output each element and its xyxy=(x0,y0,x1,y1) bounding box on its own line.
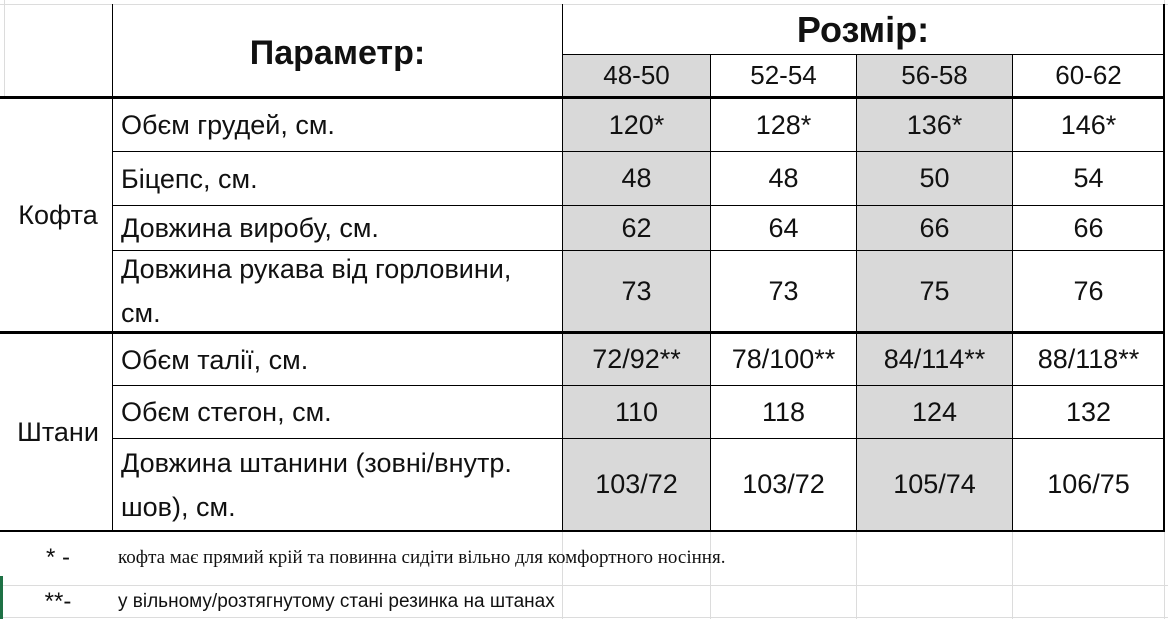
border-line xyxy=(112,205,1165,206)
footnote-marker: * - xyxy=(46,544,70,571)
border-line xyxy=(112,385,1165,386)
border-line xyxy=(112,4,113,532)
size-header: Розмір: xyxy=(796,9,930,50)
size-value: 78/100** xyxy=(731,344,836,374)
parameter-label: Довжина рукава від горловини, см. xyxy=(121,254,512,328)
border-line xyxy=(1012,54,1013,532)
size-value: 146* xyxy=(1060,109,1117,140)
size-value: 84/114** xyxy=(857,334,1012,385)
parameter-header: Параметр: xyxy=(249,33,426,72)
size-value: 106/75 xyxy=(1047,469,1130,499)
border-line xyxy=(562,4,563,532)
size-column-header: 52-54 xyxy=(750,60,817,90)
size-value: 103/72 xyxy=(563,439,710,530)
size-value: 88/118** xyxy=(1037,344,1140,374)
size-value: 75 xyxy=(857,251,1012,331)
cell-selection-indicator xyxy=(0,576,3,619)
size-value: 72/92** xyxy=(563,334,710,385)
gridline xyxy=(4,0,5,97)
size-value: 66 xyxy=(1073,212,1104,243)
border-line xyxy=(112,250,1165,251)
size-value: 76 xyxy=(1073,275,1104,306)
size-value: 54 xyxy=(1073,163,1104,193)
size-column-header: 56-58 xyxy=(857,55,1012,96)
size-value: 120* xyxy=(563,99,710,151)
border-line xyxy=(856,54,857,532)
size-value: 64 xyxy=(768,212,799,243)
parameter-label: Обєм талії, см. xyxy=(121,344,309,375)
size-column-header: 48-50 xyxy=(563,55,710,96)
size-value: 73 xyxy=(563,251,710,331)
size-value: 132 xyxy=(1065,396,1112,427)
size-value: 105/74 xyxy=(857,439,1012,530)
size-value: 73 xyxy=(768,275,799,306)
border-line xyxy=(562,54,1165,55)
footnote-marker: **- xyxy=(44,587,72,615)
size-value: 62 xyxy=(563,206,710,250)
size-value: 136* xyxy=(857,99,1012,151)
border-line xyxy=(0,331,1165,334)
border-line xyxy=(0,96,1165,99)
parameter-label: Обєм грудей, см. xyxy=(121,110,335,140)
size-value: 103/72 xyxy=(742,469,825,499)
group-label-jacket: Кофта xyxy=(18,199,98,230)
size-value: 48 xyxy=(768,163,799,193)
size-value: 128* xyxy=(755,109,812,140)
gridline xyxy=(0,4,1168,5)
size-value: 50 xyxy=(857,152,1012,205)
group-label-pants: Штани xyxy=(17,416,99,447)
footnote-text: кофта має прямий крій та повинна сидіти вільно для комфортного носіння. xyxy=(118,547,726,568)
size-value: 110 xyxy=(563,386,710,438)
border-line xyxy=(112,151,1165,152)
size-value: 118 xyxy=(761,396,806,427)
size-value: 66 xyxy=(857,206,1012,250)
parameter-label: Обєм стегон, см. xyxy=(121,397,332,427)
size-column-header: 60-62 xyxy=(1055,60,1122,90)
footnote-text: у вільному/розтягнутому стані резинка на штанах xyxy=(118,590,555,612)
parameter-label: Довжина виробу, см. xyxy=(121,213,379,243)
border-line xyxy=(112,438,1165,439)
gridline xyxy=(0,617,1168,618)
size-value: 124 xyxy=(857,386,1012,438)
border-line xyxy=(1163,4,1165,532)
border-line xyxy=(710,54,711,532)
size-value: 48 xyxy=(563,152,710,205)
parameter-label: Довжина штанини (зовні/внутр. шов), см. xyxy=(121,447,512,522)
parameter-label: Біцепс, см. xyxy=(121,163,258,194)
